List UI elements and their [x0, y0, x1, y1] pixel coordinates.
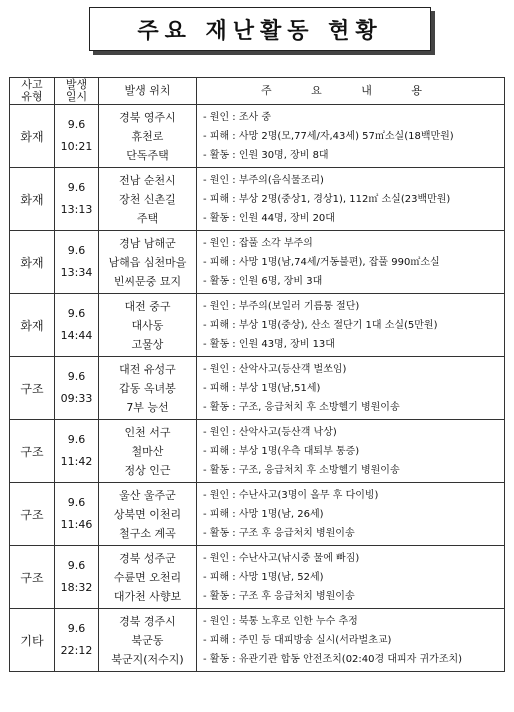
page-title: 주요 재난활동 현황	[137, 18, 383, 44]
incident-date: 9.6	[67, 433, 86, 446]
detail-damage: - 피해 : 부상 1명(중상), 산소 절단기 1대 소실(5만원)	[203, 319, 438, 331]
detail-damage: - 피해 : 부상 2명(중상1, 경상1), 112㎡ 소실(23백만원)	[203, 193, 451, 205]
location-line: 대사동	[131, 318, 164, 332]
location-line: 7부 능선	[126, 400, 169, 414]
header-date-line-2: 일시	[65, 90, 88, 103]
location-line: 인천 서구	[124, 425, 171, 439]
location-line: 주택	[136, 211, 159, 225]
location-line: 울산 울주군	[119, 488, 176, 502]
detail-damage: - 피해 : 사망 1명(남, 26세)	[203, 508, 324, 520]
location-line: 단독주택	[126, 148, 169, 162]
incident-location	[99, 294, 197, 357]
incident-type: 화재	[10, 294, 55, 357]
incident-datetime	[55, 546, 99, 609]
header-location: 발생 위치	[99, 78, 197, 105]
incident-datetime	[55, 105, 99, 168]
header-date-line-1: 발생	[65, 78, 88, 91]
detail-cause: - 원인 : 북통 노후로 인한 누수 추정	[203, 615, 358, 627]
incident-datetime	[55, 294, 99, 357]
header-type	[10, 78, 55, 105]
header-date	[55, 78, 99, 105]
incident-date: 9.6	[67, 370, 86, 383]
table-row	[10, 357, 505, 420]
location-line: 갑동 옥녀봉	[119, 381, 176, 395]
detail-cause: - 원인 : 산악사고(등산객 벌쏘임)	[203, 363, 347, 375]
incident-time: 10:21	[60, 140, 93, 153]
detail-damage: - 피해 : 사망 2명(모,77세/자,43세) 57㎡소실(18백만원)	[203, 130, 454, 142]
location-line: 남해읍 심천마을	[108, 255, 187, 269]
table-row	[10, 105, 505, 168]
location-line: 상북면 이천리	[113, 507, 182, 521]
location-line: 대전 유성구	[119, 362, 176, 376]
incident-time: 13:13	[60, 203, 93, 216]
incident-date: 9.6	[67, 181, 86, 194]
table-row	[10, 168, 505, 231]
incident-datetime	[55, 420, 99, 483]
header-row	[10, 78, 505, 105]
table-row	[10, 294, 505, 357]
incident-details	[197, 105, 505, 168]
table-row	[10, 609, 505, 672]
incident-type: 기타	[10, 609, 55, 672]
incident-date: 9.6	[67, 496, 86, 509]
detail-damage: - 피해 : 사망 1명(남, 52세)	[203, 571, 324, 583]
incident-location	[99, 546, 197, 609]
detail-response: - 활동 : 인원 43명, 장비 13대	[203, 338, 335, 350]
incident-date: 9.6	[67, 622, 86, 635]
incident-time: 22:12	[60, 644, 93, 657]
detail-damage: - 피해 : 주민 등 대피방송 실시(서라벌초교)	[203, 634, 392, 646]
incident-date: 9.6	[67, 244, 86, 257]
incident-details	[197, 294, 505, 357]
header-type-line-1: 사고	[21, 78, 43, 91]
incident-location	[99, 357, 197, 420]
detail-response: - 활동 : 구조, 응급처치 후 소방헬기 병원이송	[203, 401, 400, 413]
title-box	[89, 7, 431, 51]
location-line: 경북 영주시	[119, 110, 176, 124]
incident-location	[99, 231, 197, 294]
location-line: 수륜면 오천리	[113, 570, 182, 584]
detail-response: - 활동 : 인원 44명, 장비 20대	[203, 212, 335, 224]
detail-cause: - 원인 : 부주의(보일러 기름통 절단)	[203, 300, 360, 312]
location-line: 대전 중구	[124, 299, 171, 313]
location-line: 철마산	[131, 444, 164, 458]
incident-time: 18:32	[60, 581, 93, 594]
incident-details	[197, 609, 505, 672]
location-line: 경북 성주군	[119, 551, 176, 565]
detail-damage: - 피해 : 부상 1명(남,51세)	[203, 382, 321, 394]
location-line: 철구소 계곡	[119, 526, 176, 540]
location-line: 대가천 사향보	[113, 589, 182, 603]
incident-details	[197, 420, 505, 483]
detail-cause: - 원인 : 부주의(음식물조리)	[203, 174, 324, 186]
table-row	[10, 420, 505, 483]
location-line: 정상 인근	[124, 463, 171, 477]
location-line: 전남 순천시	[119, 173, 176, 187]
header-type-line-2: 유형	[21, 90, 43, 103]
location-line: 빈씨문중 묘지	[113, 274, 182, 288]
location-line: 휴천로	[131, 129, 164, 143]
incident-details	[197, 483, 505, 546]
location-line: 장천 신촌길	[119, 192, 176, 206]
incident-datetime	[55, 231, 99, 294]
detail-response: - 활동 : 인원 30명, 장비 8대	[203, 149, 329, 161]
incident-type: 구조	[10, 357, 55, 420]
table-row	[10, 546, 505, 609]
incident-type: 화재	[10, 168, 55, 231]
table-row	[10, 231, 505, 294]
incident-date: 9.6	[67, 118, 86, 131]
location-line: 북군동	[131, 633, 164, 647]
detail-cause: - 원인 : 잡풀 소각 부주의	[203, 237, 313, 249]
header-content: 주 요 내 용	[197, 78, 505, 105]
detail-damage: - 피해 : 사망 1명(남,74세/거동불편), 잡풀 990㎡소실	[203, 256, 440, 268]
incident-time: 09:33	[60, 392, 93, 405]
location-line: 고물상	[131, 337, 164, 351]
detail-damage: - 피해 : 부상 1명(우측 대퇴부 통증)	[203, 445, 360, 457]
incident-datetime	[55, 357, 99, 420]
incident-type: 화재	[10, 105, 55, 168]
incident-time: 14:44	[60, 329, 93, 342]
detail-response: - 활동 : 구조 후 응급처치 병원이송	[203, 590, 355, 602]
detail-response: - 활동 : 유관기관 합동 안전조치(02:40경 대피자 귀가조치)	[203, 653, 463, 665]
detail-cause: - 원인 : 산악사고(등산객 낙상)	[203, 426, 337, 438]
incident-time: 11:46	[60, 518, 93, 531]
incident-time: 13:34	[60, 266, 93, 279]
incident-location	[99, 420, 197, 483]
incident-type: 구조	[10, 420, 55, 483]
incident-date: 9.6	[67, 559, 86, 572]
detail-response: - 활동 : 구조 후 응급처치 병원이송	[203, 527, 355, 539]
incident-location	[99, 168, 197, 231]
incident-type: 구조	[10, 546, 55, 609]
incident-location	[99, 483, 197, 546]
location-line: 경북 경주시	[119, 614, 176, 628]
incident-datetime	[55, 609, 99, 672]
incident-datetime	[55, 483, 99, 546]
detail-cause: - 원인 : 수난사고(낚시중 물에 빠짐)	[203, 552, 360, 564]
disaster-table	[9, 77, 505, 672]
detail-cause: - 원인 : 수난사고(3명이 올무 후 다이빙)	[203, 489, 379, 501]
detail-response: - 활동 : 인원 6명, 장비 3대	[203, 275, 323, 287]
incident-date: 9.6	[67, 307, 86, 320]
incident-details	[197, 546, 505, 609]
incident-location	[99, 609, 197, 672]
incident-location	[99, 105, 197, 168]
incident-details	[197, 357, 505, 420]
incident-time: 11:42	[60, 455, 93, 468]
table-row	[10, 483, 505, 546]
incident-details	[197, 168, 505, 231]
incident-details	[197, 231, 505, 294]
incident-type: 구조	[10, 483, 55, 546]
incident-datetime	[55, 168, 99, 231]
location-line: 북군지(저수지)	[111, 652, 184, 666]
detail-response: - 활동 : 구조, 응급처치 후 소방헬기 병원이송	[203, 464, 400, 476]
detail-cause: - 원인 : 조사 중	[203, 111, 271, 123]
incident-type: 화재	[10, 231, 55, 294]
location-line: 경남 남해군	[119, 236, 176, 250]
